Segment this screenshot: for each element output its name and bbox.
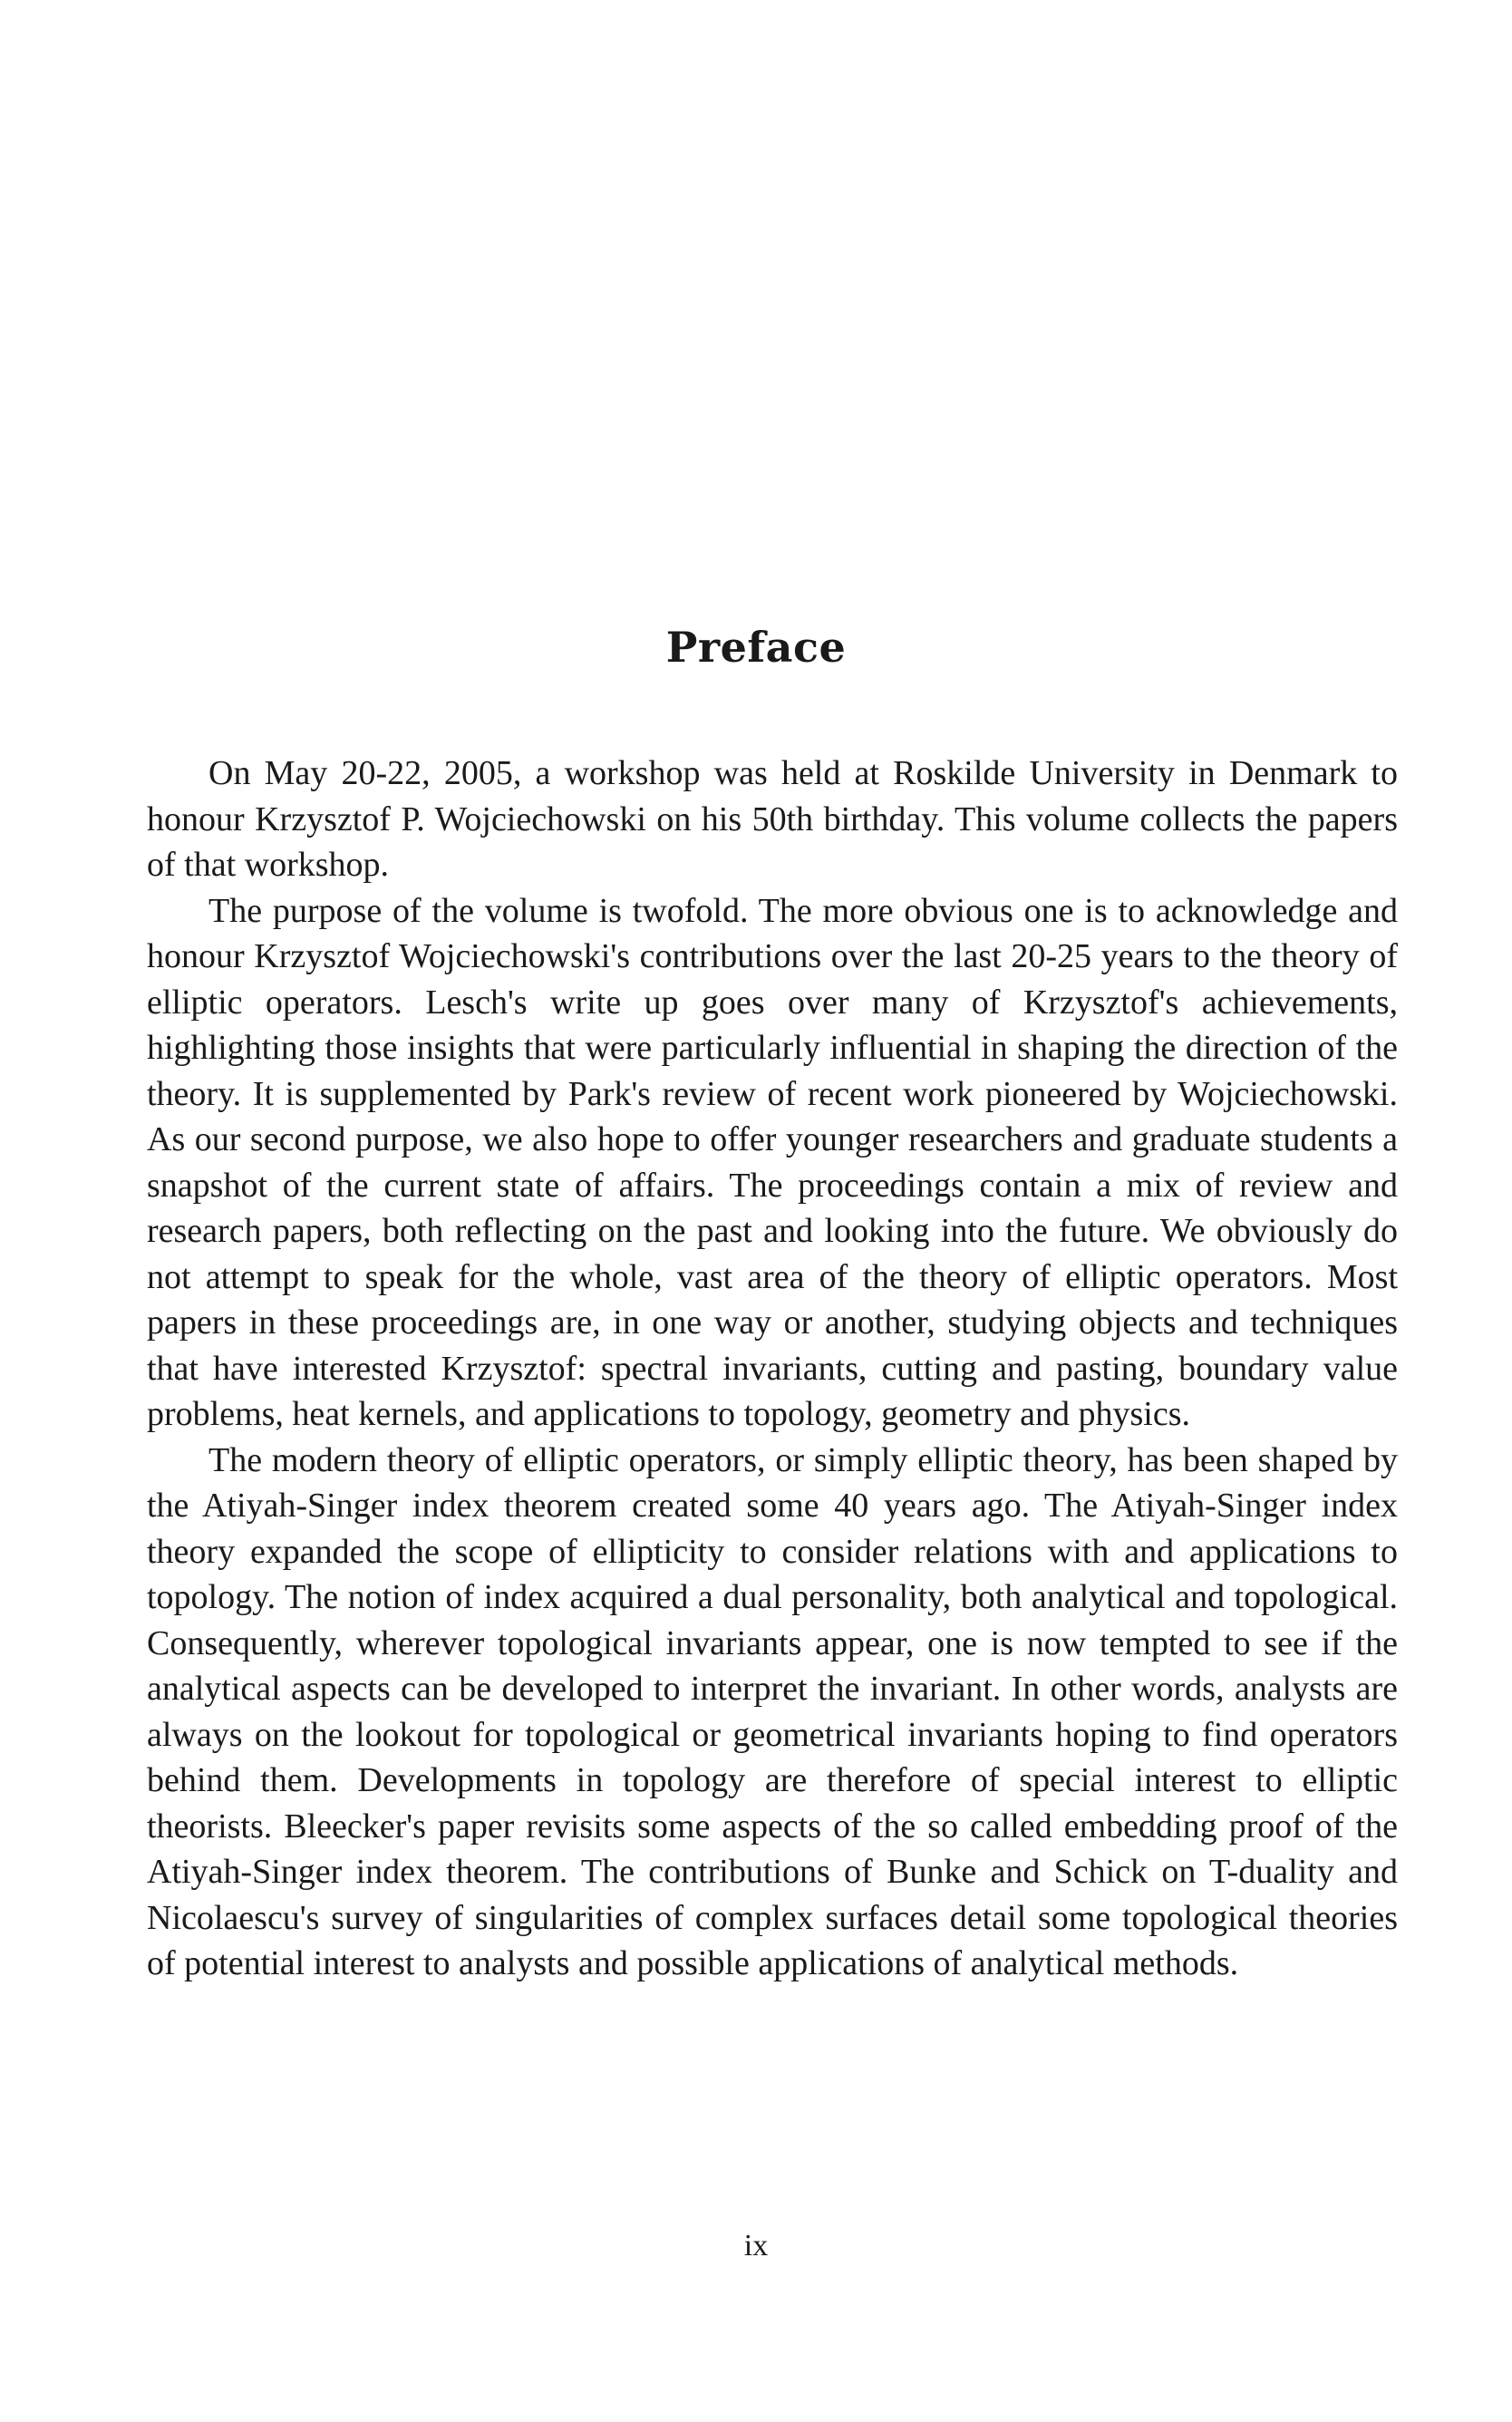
- paragraph-3: The modern theory of elliptic operators, or simply elliptic theory, has been shaped by the Atiyah-Singer index theorem created some 40 years ago. The Atiyah-Singer index theory expanded the scope of ellipticity to consider relations with and applications to topology. The notion of index acquired a dual personality, both analytical and topological. Consequently, wherever topological invariants appear, one is now tempted to see if the analytical aspects can be developed to interpret the invariant. In other words, analysts are always on the lookout for topological or geometrical invariants hoping to find operators behind them. Developments in topology are therefore of special interest to elliptic theorists. Bleecker's paper revisits some aspects of the so called embedding proof of the Atiyah-Singer index theorem. The contributions of Bunke and Schick on T-duality and Nicolaescu's survey of singularities of complex surfaces detail some topological theories of potential interest to analysts and possible applications of analytical methods.: [147, 1440, 1398, 1982]
- page-number: ix: [743, 2229, 769, 2262]
- body-text: [147, 751, 1398, 1987]
- paragraph-1: On May 20-22, 2005, a workshop was held at Roskilde University in Denmark to honour Krzysztof P. Wojciechowski on his 50th birthday. This volume collects the papers of that workshop.: [147, 754, 1398, 884]
- page-title: Preface: [665, 623, 847, 672]
- paragraph-2: The purpose of the volume is twofold. The more obvious one is to acknowledge and honour Krzysztof Wojciechowski's contributions over the last 20-25 years to the theory of elliptic operators. Lesch's write up goes over many of Krzysztof's achievements, highlighting those insights that were particularly influential in shaping the direction of the theory. It is supplemented by Park's review of recent work pioneered by Wojciechowski. As our second purpose, we also hope to offer younger researchers and graduate students a snapshot of the current state of affairs. The proceedings contain a mix of review and research papers, both reflecting on the past and looking into the future. We obviously do not attempt to speak for the whole, vast area of the theory of elliptic operators. Most papers in these proceedings are, in one way or another, studying objects and techniques that have interested Krzysztof: spectral invariants, cutting and pasting, boundary value problems, heat kernels, and applications to topology, geometry and physics.: [147, 891, 1398, 1433]
